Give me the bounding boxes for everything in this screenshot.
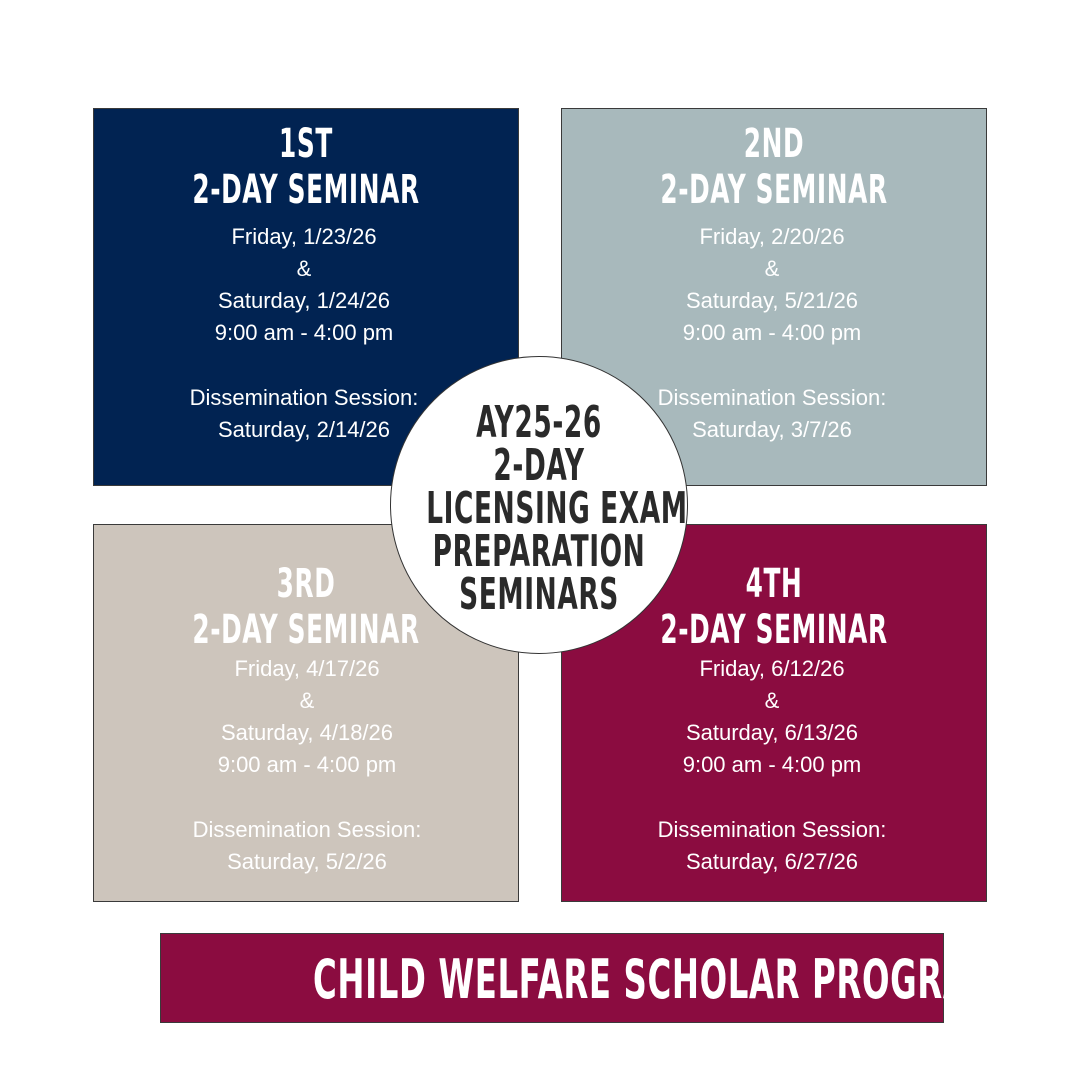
center-line-2: 2-DAY [493, 440, 585, 491]
dissemination-date: Saturday, 2/14/26 [217, 417, 391, 442]
seminar-title: 2-DAY SEMINAR [660, 167, 888, 213]
seminar-title: 2-DAY SEMINAR [660, 607, 888, 653]
seminar-day-2: Saturday, 1/24/26 [217, 288, 391, 313]
center-line-3: LICENSING EXAM [426, 483, 688, 534]
seminar-day-1: Friday, 1/23/26 [231, 224, 377, 249]
academic-year: AY25-26 [476, 397, 602, 448]
seminar-title: 2-DAY SEMINAR [192, 167, 420, 213]
dissemination-date: Saturday, 6/27/26 [685, 849, 859, 874]
center-title [426, 397, 688, 620]
spacer [90, 349, 518, 382]
seminar-details [558, 653, 986, 878]
seminar-ordinal: 1ST [279, 121, 333, 167]
spacer [558, 349, 986, 382]
spacer [96, 781, 518, 814]
seminar-time: 9:00 am - 4:00 pm [214, 320, 394, 345]
seminar-ordinal: 4TH [745, 561, 803, 607]
center-title-circle [390, 356, 688, 654]
center-line-5: SEMINARS [459, 569, 619, 620]
seminar-ampersand: & [764, 688, 780, 713]
seminar-day-1: Friday, 2/20/26 [699, 224, 845, 249]
seminar-time: 9:00 am - 4:00 pm [682, 752, 862, 777]
dissemination-date: Saturday, 5/2/26 [227, 849, 387, 874]
center-line-4: PREPARATION [432, 526, 646, 577]
seminar-day-1: Friday, 6/12/26 [699, 656, 845, 681]
seminar-day-2: Saturday, 4/18/26 [220, 720, 394, 745]
program-title: CHILD WELFARE SCHOLAR PROGRAM [313, 948, 1002, 1011]
dissemination-label: Dissemination Session: [657, 817, 887, 842]
seminar-ordinal: 2ND [743, 121, 805, 167]
seminar-heading [643, 561, 906, 653]
seminar-ampersand: & [296, 256, 312, 281]
seminar-title: 2-DAY SEMINAR [192, 607, 420, 653]
spacer [558, 781, 986, 814]
seminar-ampersand: & [764, 256, 780, 281]
seminar-day-2: Saturday, 5/21/26 [685, 288, 859, 313]
dissemination-date: Saturday, 3/7/26 [692, 417, 852, 442]
seminar-heading [175, 561, 438, 653]
seminar-heading [643, 121, 906, 213]
seminar-day-2: Saturday, 6/13/26 [685, 720, 859, 745]
dissemination-label: Dissemination Session: [192, 817, 422, 842]
dissemination-label: Dissemination Session: [189, 385, 419, 410]
seminar-ampersand: & [299, 688, 315, 713]
seminar-heading [175, 121, 438, 213]
seminar-details [96, 653, 518, 878]
seminar-time: 9:00 am - 4:00 pm [217, 752, 397, 777]
seminar-time: 9:00 am - 4:00 pm [682, 320, 862, 345]
dissemination-label: Dissemination Session: [657, 385, 887, 410]
program-banner [160, 933, 1002, 1023]
seminar-ordinal: 3RD [276, 561, 336, 607]
seminar-day-1: Friday, 4/17/26 [234, 656, 380, 681]
